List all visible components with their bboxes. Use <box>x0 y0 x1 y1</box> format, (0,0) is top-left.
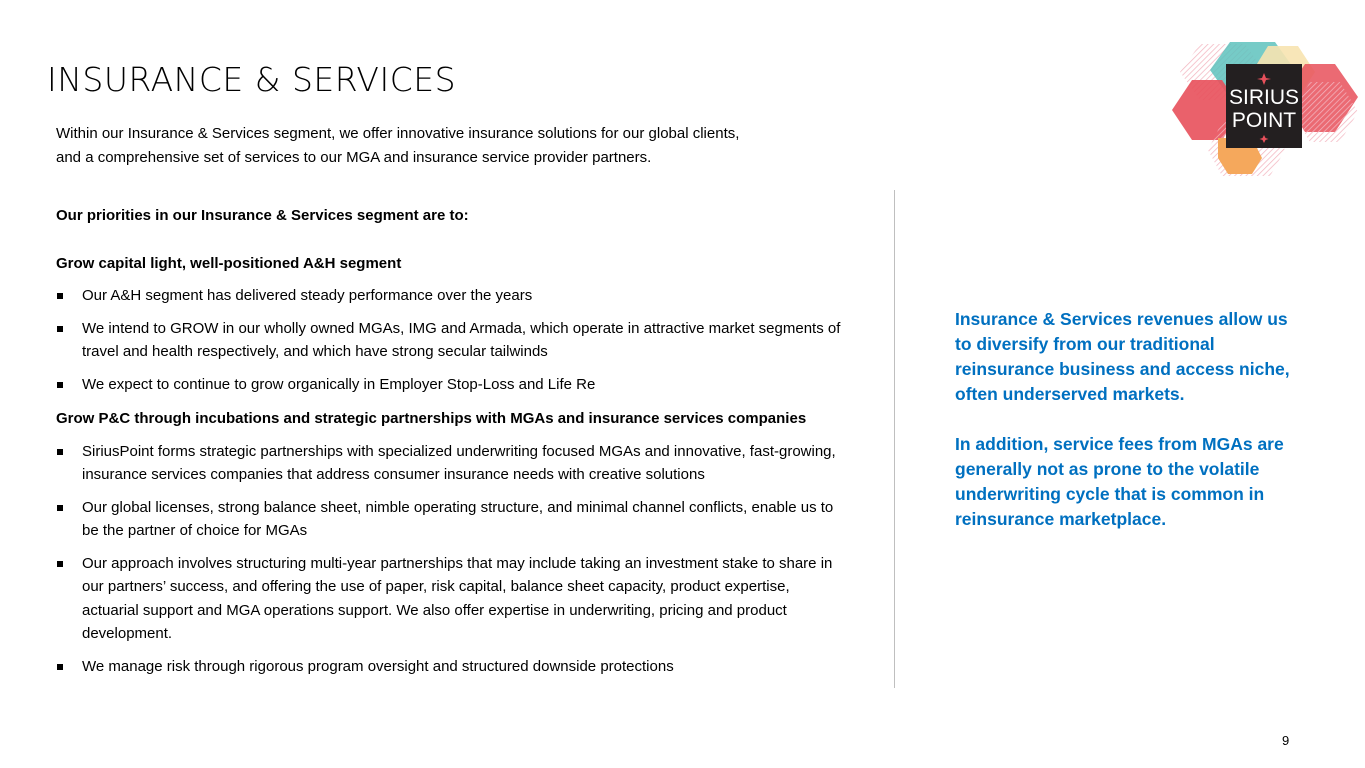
bullet-item <box>56 496 846 543</box>
bullet-square-icon <box>57 664 63 670</box>
bullet-square-icon <box>57 561 63 567</box>
intro-line: Within our Insurance & Services segment, we offer innovative insurance solutions for our global clients, <box>56 125 740 142</box>
bullet-item <box>56 440 846 487</box>
page-title: INSURANCE & SERVICES <box>47 60 457 99</box>
bullet-square-icon <box>57 326 63 332</box>
logo-text-line2: POINT <box>1231 109 1297 132</box>
bullet-list-ah <box>56 284 846 396</box>
intro-text <box>56 122 856 169</box>
bullet-list-pc <box>56 440 846 679</box>
bullet-text: We expect to continue to grow organically in Employer Stop-Loss and Life Re <box>82 375 596 393</box>
callout-paragraph: In addition, service fees from MGAs are generally not as prone to the volatile underwriting cycle that is common in reinsurance marketplace. <box>955 434 1284 529</box>
bullet-item <box>56 373 846 397</box>
callout-paragraph: Insurance & Services revenues allow us to diversify from our traditional reinsurance business and access niche, often underserved markets. <box>955 309 1290 404</box>
bullet-item <box>56 284 846 308</box>
logo-text-line1: SIRIUS <box>1228 86 1300 109</box>
section-heading-pc: Grow P&C through incubations and strategic partnerships with MGAs and insurance services companies <box>56 410 807 427</box>
section-heading-ah: Grow capital light, well-positioned A&H segment <box>56 254 402 272</box>
priorities-content <box>56 204 846 689</box>
bullet-text: Our global licenses, strong balance sheet, nimble operating structure, and minimal channel conflicts, enable us to be the partner of choice for MGAs <box>82 498 834 539</box>
bullet-square-icon <box>57 382 63 388</box>
bullet-text: Our A&H segment has delivered steady performance over the years <box>82 287 533 304</box>
bullet-item <box>56 317 846 364</box>
bullet-item <box>56 552 846 646</box>
bullet-text: We intend to GROW in our wholly owned MGAs, IMG and Armada, which operate in attractive market segments of travel and health respectively, and which have strong secular tailwinds <box>82 319 841 360</box>
bullet-square-icon <box>57 293 63 299</box>
bullet-text: SiriusPoint forms strategic partnerships with specialized underwriting focused MGAs and innovative, fast-growing, insurance services companies that address consumer insurance needs with creative solutions <box>82 442 836 483</box>
page-number: 9 <box>1282 733 1290 748</box>
bullet-text: We manage risk through rigorous program oversight and structured downside protections <box>82 657 674 675</box>
vertical-divider <box>894 190 895 688</box>
bullet-text: Our approach involves structuring multi-year partnerships that may include taking an investment stake to share in our partners’ success, and offering the use of paper, risk capital, balance sheet capacity, product expertise, actuarial support and MGA operations support. We also offer expertise in underwriting, pricing and product development. <box>82 554 833 642</box>
callout-box <box>955 307 1307 557</box>
bullet-square-icon <box>57 449 63 455</box>
intro-line: and a comprehensive set of services to our MGA and insurance service provider partners. <box>56 148 652 166</box>
siriuspoint-logo <box>1170 42 1360 178</box>
bullet-square-icon <box>57 505 63 511</box>
bullet-item <box>56 655 846 679</box>
priorities-heading: Our priorities in our Insurance & Services segment are to: <box>56 207 469 224</box>
